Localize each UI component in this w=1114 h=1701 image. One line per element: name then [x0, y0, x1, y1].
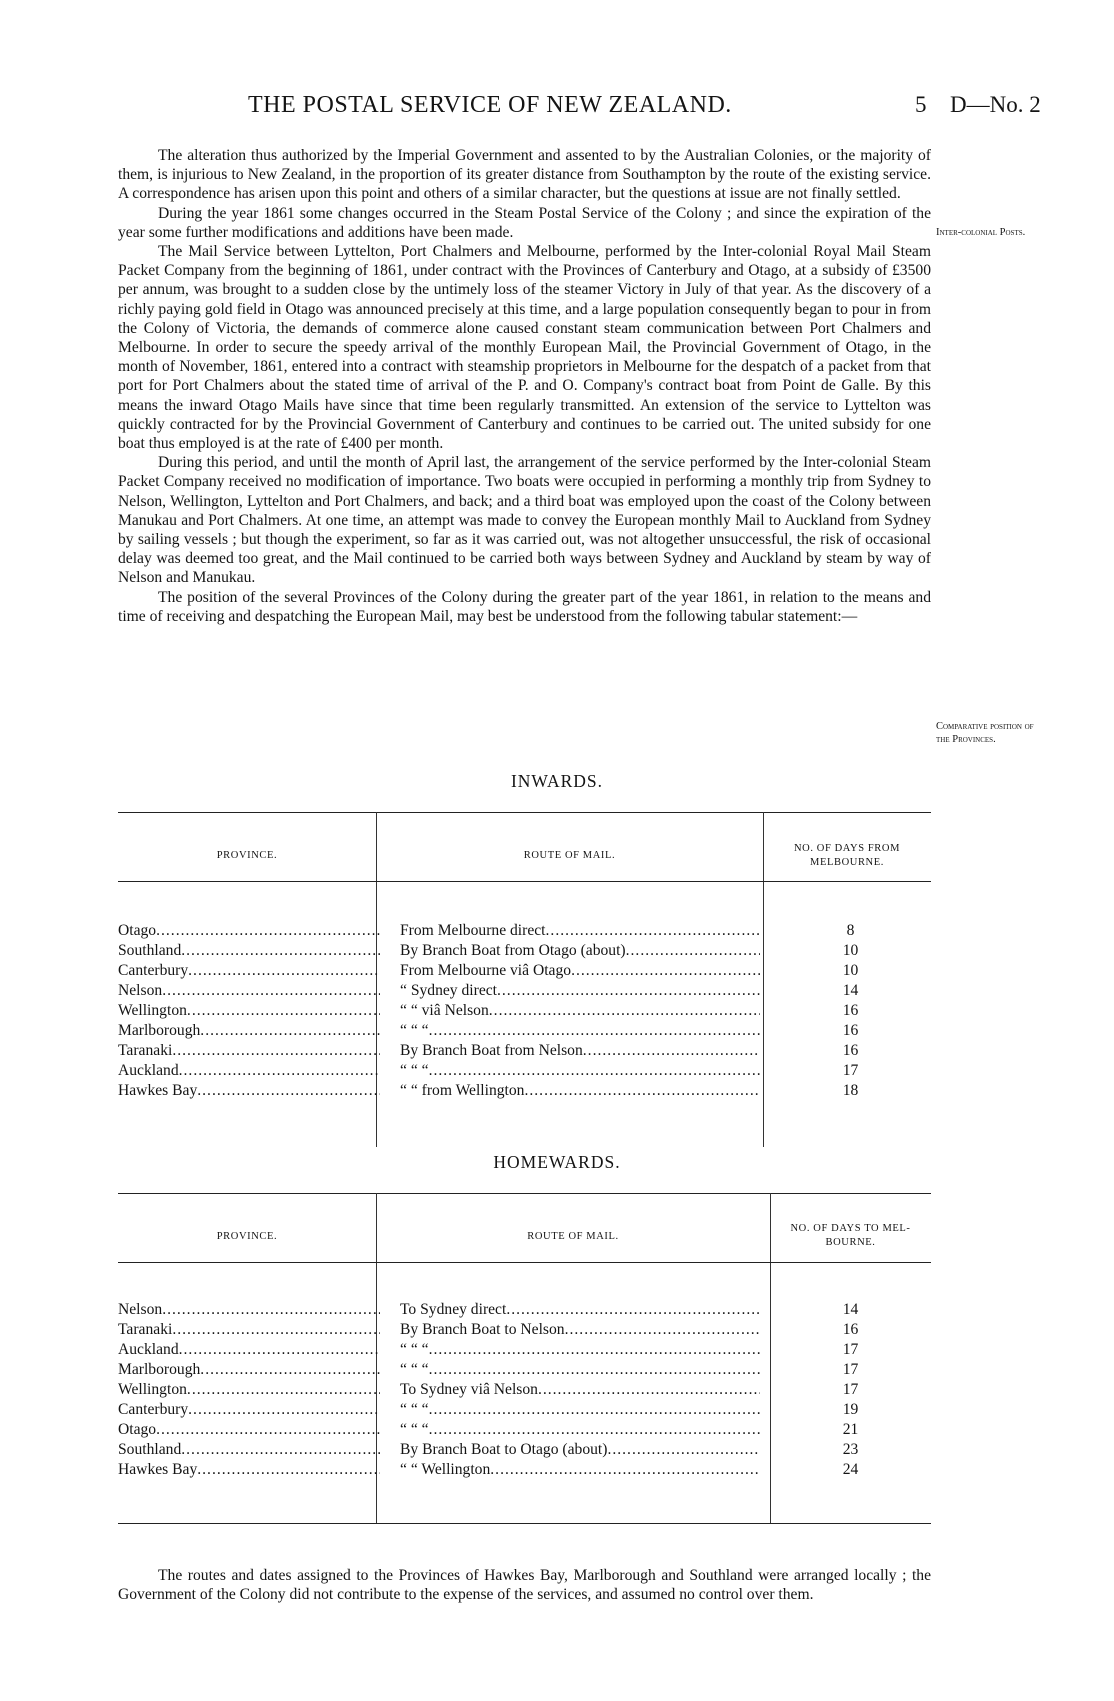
route-cell: “ “ “ ..... [400, 1401, 760, 1419]
header-days-line: NO. OF DAYS FROM [793, 843, 901, 854]
province-cell: Southland ..... [118, 942, 380, 960]
header-days [770, 1222, 931, 1250]
province-cell: Wellington ..... [118, 1002, 380, 1020]
table-row [0, 1341, 1114, 1361]
margin-note-inter-colonial: Inter-colonial Posts. [936, 227, 1026, 238]
header-days-line: BOURNE. [825, 1237, 876, 1248]
page-number: 5 [915, 92, 927, 117]
body-text-upper [118, 146, 931, 626]
province-cell: Canterbury ..... [118, 962, 380, 980]
route-cell: By Branch Boat from Otago (about) ..... [400, 942, 760, 960]
header-days-line: NO. OF DAYS TO MEL- [790, 1223, 911, 1234]
route-cell: To Sydney viâ Nelson ..... [400, 1381, 760, 1399]
table-row [0, 1321, 1114, 1341]
province-cell: Marlborough ..... [118, 1361, 380, 1379]
days-cell: 10 [842, 962, 859, 979]
table-row [0, 1401, 1114, 1421]
province-cell: Taranaki ..... [118, 1321, 380, 1339]
table-row [0, 922, 1114, 942]
page-header [0, 92, 1114, 126]
header-route: ROUTE OF MAIL. [523, 850, 616, 861]
days-cell: 21 [842, 1421, 859, 1438]
table-rule [118, 881, 931, 882]
province-cell: Canterbury ..... [118, 1401, 380, 1419]
table-row [0, 1002, 1114, 1022]
route-cell: By Branch Boat from Nelson ..... [400, 1042, 760, 1060]
days-cell: 14 [842, 982, 859, 999]
paragraph-position: The position of the several Provinces of the Colony during the greater part of the year 1861, in relation to the means and time of receiving and despatching the European Mail, may best be understood from the following tabular statement:— [118, 588, 931, 625]
header-province: PROVINCE. [216, 850, 278, 861]
paragraph-routes-dates: The routes and dates assigned to the Provinces of Hawkes Bay, Marlborough and Southland were arranged locally ; the Government of the Colony did not contribute to the expense of the services, and assumed no control over them. [118, 1567, 931, 1604]
header-days-line: MELBOURNE. [810, 857, 884, 868]
province-cell: Auckland ..... [118, 1341, 380, 1359]
province-cell: Otago ..... [118, 1421, 380, 1439]
route-cell: “ “ from Wellington ..... [400, 1082, 760, 1100]
days-cell: 17 [842, 1361, 859, 1378]
header-days [763, 842, 931, 870]
page-title: THE POSTAL SERVICE OF NEW ZEALAND. [248, 92, 732, 118]
days-cell: 17 [842, 1062, 859, 1079]
days-cell: 19 [842, 1401, 859, 1418]
province-cell: Nelson ..... [118, 1301, 380, 1319]
table-row [0, 1381, 1114, 1401]
table-row [0, 1062, 1114, 1082]
days-cell: 16 [842, 1042, 859, 1059]
days-cell: 8 [846, 922, 855, 939]
table-rule [118, 1262, 931, 1263]
province-cell: Hawkes Bay ..... [118, 1082, 380, 1100]
homewards-title: HOMEWARDS. [493, 1152, 621, 1172]
province-cell: Hawkes Bay ..... [118, 1461, 380, 1479]
table-row [0, 1461, 1114, 1481]
route-cell: “ “ “ ..... [400, 1421, 760, 1439]
route-cell: “ “ Wellington ..... [400, 1461, 760, 1479]
days-cell: 16 [842, 1321, 859, 1338]
days-cell: 17 [842, 1381, 859, 1398]
margin-note-comparative [936, 720, 1034, 746]
route-cell: “ “ “ ..... [400, 1062, 760, 1080]
table-row [0, 982, 1114, 1002]
footer-text [118, 1566, 931, 1604]
province-cell: Southland ..... [118, 1441, 380, 1459]
inwards-title: INWARDS. [510, 771, 604, 791]
table-row [0, 942, 1114, 962]
table-rule [118, 1193, 931, 1194]
province-cell: Wellington ..... [118, 1381, 380, 1399]
days-cell: 18 [842, 1082, 859, 1099]
table-row [0, 1301, 1114, 1321]
margin-note-line: Comparative position of [936, 721, 1034, 732]
table-row [0, 1022, 1114, 1042]
route-cell: “ “ “ ..... [400, 1022, 760, 1040]
paragraph-changes-1861: During the year 1861 some changes occurred in the Steam Postal Service of the Colony ; and since the expiration of the year some further modifications and additions have been made. [118, 204, 931, 241]
route-cell: To Sydney direct ..... [400, 1301, 760, 1319]
days-cell: 17 [842, 1341, 859, 1358]
header-province: PROVINCE. [216, 1231, 278, 1242]
days-cell: 24 [842, 1461, 859, 1478]
province-cell: Otago ..... [118, 922, 380, 940]
province-cell: Marlborough ..... [118, 1022, 380, 1040]
document-reference: D—No. 2 [950, 92, 1041, 117]
margin-note-line: the Provinces. [936, 734, 996, 745]
days-cell: 16 [842, 1022, 859, 1039]
route-cell: From Melbourne viâ Otago ..... [400, 962, 760, 980]
header-route: ROUTE OF MAIL. [527, 1231, 619, 1242]
days-cell: 10 [842, 942, 859, 959]
province-cell: Auckland ..... [118, 1062, 380, 1080]
table-row [0, 1082, 1114, 1102]
route-cell: “ “ “ ..... [400, 1341, 760, 1359]
table-row [0, 1441, 1114, 1461]
paragraph-alteration: The alteration thus authorized by the Imperial Government and assented to by the Australian Colonies, or the majority of them, is injurious to New Zealand, in the proportion of its greater distance from Southampton by the route of the existing service. A correspondence has arisen upon this point and others of a similar character, but the questions at issue are not finally settled. [118, 147, 931, 203]
days-cell: 23 [842, 1441, 859, 1458]
route-cell: “ “ viâ Nelson ..... [400, 1002, 760, 1020]
route-cell: From Melbourne direct ..... [400, 922, 760, 940]
table-rule [118, 812, 931, 813]
table-row [0, 962, 1114, 982]
table-row [0, 1042, 1114, 1062]
route-cell: “ “ “ ..... [400, 1361, 760, 1379]
paragraph-mail-service: The Mail Service between Lyttelton, Port Chalmers and Melbourne, performed by the Inter-colonial Royal Mail Steam Packet Company from the beginning of 1861, under contract with the Provinces of Canterbury and Otago, at a subsidy of £3500 per annum, was brought to a sudden close by the untimely loss of the steamer Victory in July of that year. As the discovery of a richly paying gold field in Otago was announced precisely at this time, and a large population consequently began to pour in from the Colony of Victoria, the demands of commerce alone caused constant steam communication between Port Chalmers and Melbourne. In order to secure the speedy arrival of the monthly European Mail, the Provincial Government of Otago, in the month of November, 1861, entered into a contract with steamship proprietors in Melbourne for the despatch of a packet from that port for Port Chalmers about the stated time of arrival of the P. and O. Company's contract boat from Point de Galle. By this means the inward Otago Mails have since that time been regularly transmitted. An extension of the service to Lyttelton was quickly contracted for by the Provincial Government of Canterbury and continues to be carried out. The united subsidy for one boat thus employed is at the rate of £400 per month. [118, 243, 931, 453]
days-cell: 16 [842, 1002, 859, 1019]
table-row [0, 1361, 1114, 1381]
route-cell: By Branch Boat to Otago (about) ..... [400, 1441, 760, 1459]
province-cell: Taranaki ..... [118, 1042, 380, 1060]
days-cell: 14 [842, 1301, 859, 1318]
table-rule [118, 1523, 931, 1524]
route-cell: By Branch Boat to Nelson ..... [400, 1321, 760, 1339]
table-row [0, 1421, 1114, 1441]
route-cell: “ Sydney direct ..... [400, 982, 760, 1000]
province-cell: Nelson ..... [118, 982, 380, 1000]
paragraph-period: During this period, and until the month of April last, the arrangement of the service performed by the Inter-colonial Steam Packet Company received no modification of importance. Two boats were occupied in performing a monthly trip from Sydney to Nelson, Wellington, Lyttelton and Port Chalmers, and back; and a third boat was employed upon the coast of the Colony between Manukau and Port Chalmers. At one time, an attempt was made to convey the European monthly Mail to Auckland from Sydney by sailing vessels ; but though the experiment, so far as it was carried out, was not altogether unsuccessful, the risk of occasional delay was deemed too great, and the Mail continued to be carried both ways between Sydney and Auckland by steam by way of Nelson and Manukau. [118, 454, 931, 587]
